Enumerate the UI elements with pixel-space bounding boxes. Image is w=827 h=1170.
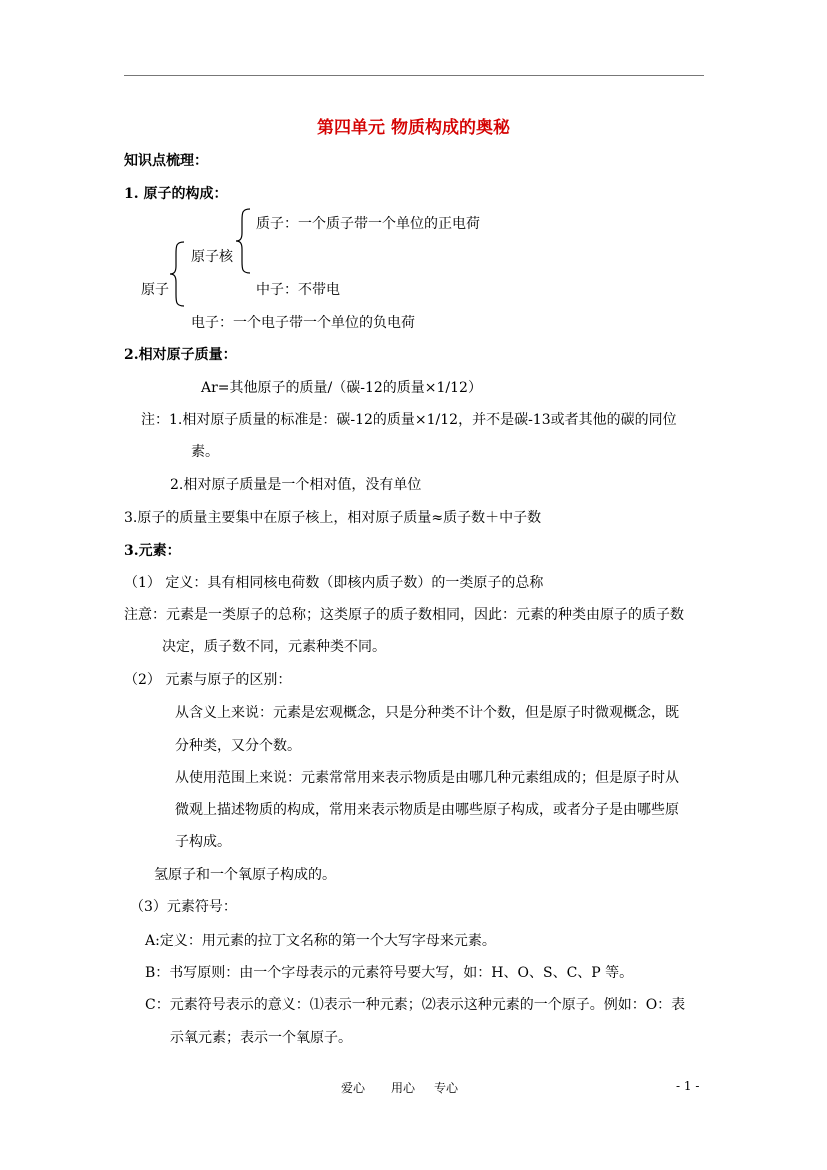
footer-word-3: 专心 <box>434 1081 459 1095</box>
fragment-line: 氢原子和一个氧原子构成的。 <box>154 867 336 883</box>
page-number: - 1 - <box>676 1079 700 1093</box>
symbol-meaning: C：元素符号表示的意义：⑴表示一种元素；⑵表示这种元素的一个原子。例如：O：表 <box>145 997 686 1013</box>
attention-note: 注意：元素是一类原子的总称；这类原子的质子数相同，因此：元素的种类由原子的质子数 <box>124 607 684 623</box>
note-1-continued: 素。 <box>191 444 219 460</box>
usage-line-3: 子构成。 <box>175 834 231 850</box>
element-atom-difference: （2） 元素与原子的区别： <box>124 672 292 688</box>
electron-line: 电子：一个电子带一个单位的负电荷 <box>191 315 415 331</box>
footer-word-2: 用心 <box>391 1081 416 1095</box>
proton-line: 质子：一个质子带一个单位的正电荷 <box>256 216 480 232</box>
symbol-definition: A:定义：用元素的拉丁文名称的第一个大写字母来元素。 <box>145 933 496 949</box>
usage-line-1: 从使用范围上来说：元素常常用来表示物质是由哪几种元素组成的；但是原子时从 <box>175 770 679 786</box>
meaning-line-1: 从含义上来说：元素是宏观概念，只是分种类不计个数，但是原子时微观概念，既 <box>175 705 679 721</box>
neutron-line: 中子：不带电 <box>256 282 340 298</box>
attention-note-continued: 决定，质子数不同，元素种类不同。 <box>162 639 386 655</box>
page-title: 第四单元 物质构成的奥秘 <box>317 118 510 138</box>
atom-structure-heading: 1. 原子的构成： <box>124 186 228 202</box>
atom-brace <box>168 240 188 308</box>
mass-concentration-line: 3.原子的质量主要集中在原子核上，相对原子质量≈质子数＋中子数 <box>124 510 542 526</box>
usage-line-2: 微观上描述物质的构成，常用来表示物质是由哪些原子构成，或者分子是由哪些原 <box>175 802 679 818</box>
nucleus-label: 原子核 <box>191 249 233 265</box>
note-1: 注：1.相对原子质量的标准是：碳-12的质量×1/12，并不是碳-13或者其他的碳的同位 <box>141 412 677 428</box>
relative-mass-heading: 2.相对原子质量： <box>124 347 237 363</box>
footer-word-1: 爱心 <box>341 1081 366 1095</box>
section-heading: 知识点梳理： <box>124 153 208 169</box>
note-2: 2.相对原子质量是一个相对值，没有单位 <box>170 477 422 493</box>
element-definition: （1） 定义：具有相同核电荷数（即核内质子数）的一类原子的总称 <box>124 575 544 591</box>
atom-label: 原子 <box>141 282 169 298</box>
symbol-meaning-continued: 示氧元素；表示一个氧原子。 <box>170 1030 352 1046</box>
writing-rule: B：书写原则：由一个字母表示的元素符号要大写，如：H、O、S、C、P 等。 <box>145 965 634 981</box>
element-symbol-heading: （3）元素符号： <box>130 899 237 915</box>
element-heading: 3.元素： <box>124 543 181 559</box>
meaning-line-2: 分种类，又分个数。 <box>175 738 301 754</box>
header-rule <box>124 75 704 76</box>
nucleus-brace <box>234 207 254 275</box>
relative-mass-formula: Ar=其他原子的质量/（碳-12的质量×1/12） <box>201 380 482 396</box>
